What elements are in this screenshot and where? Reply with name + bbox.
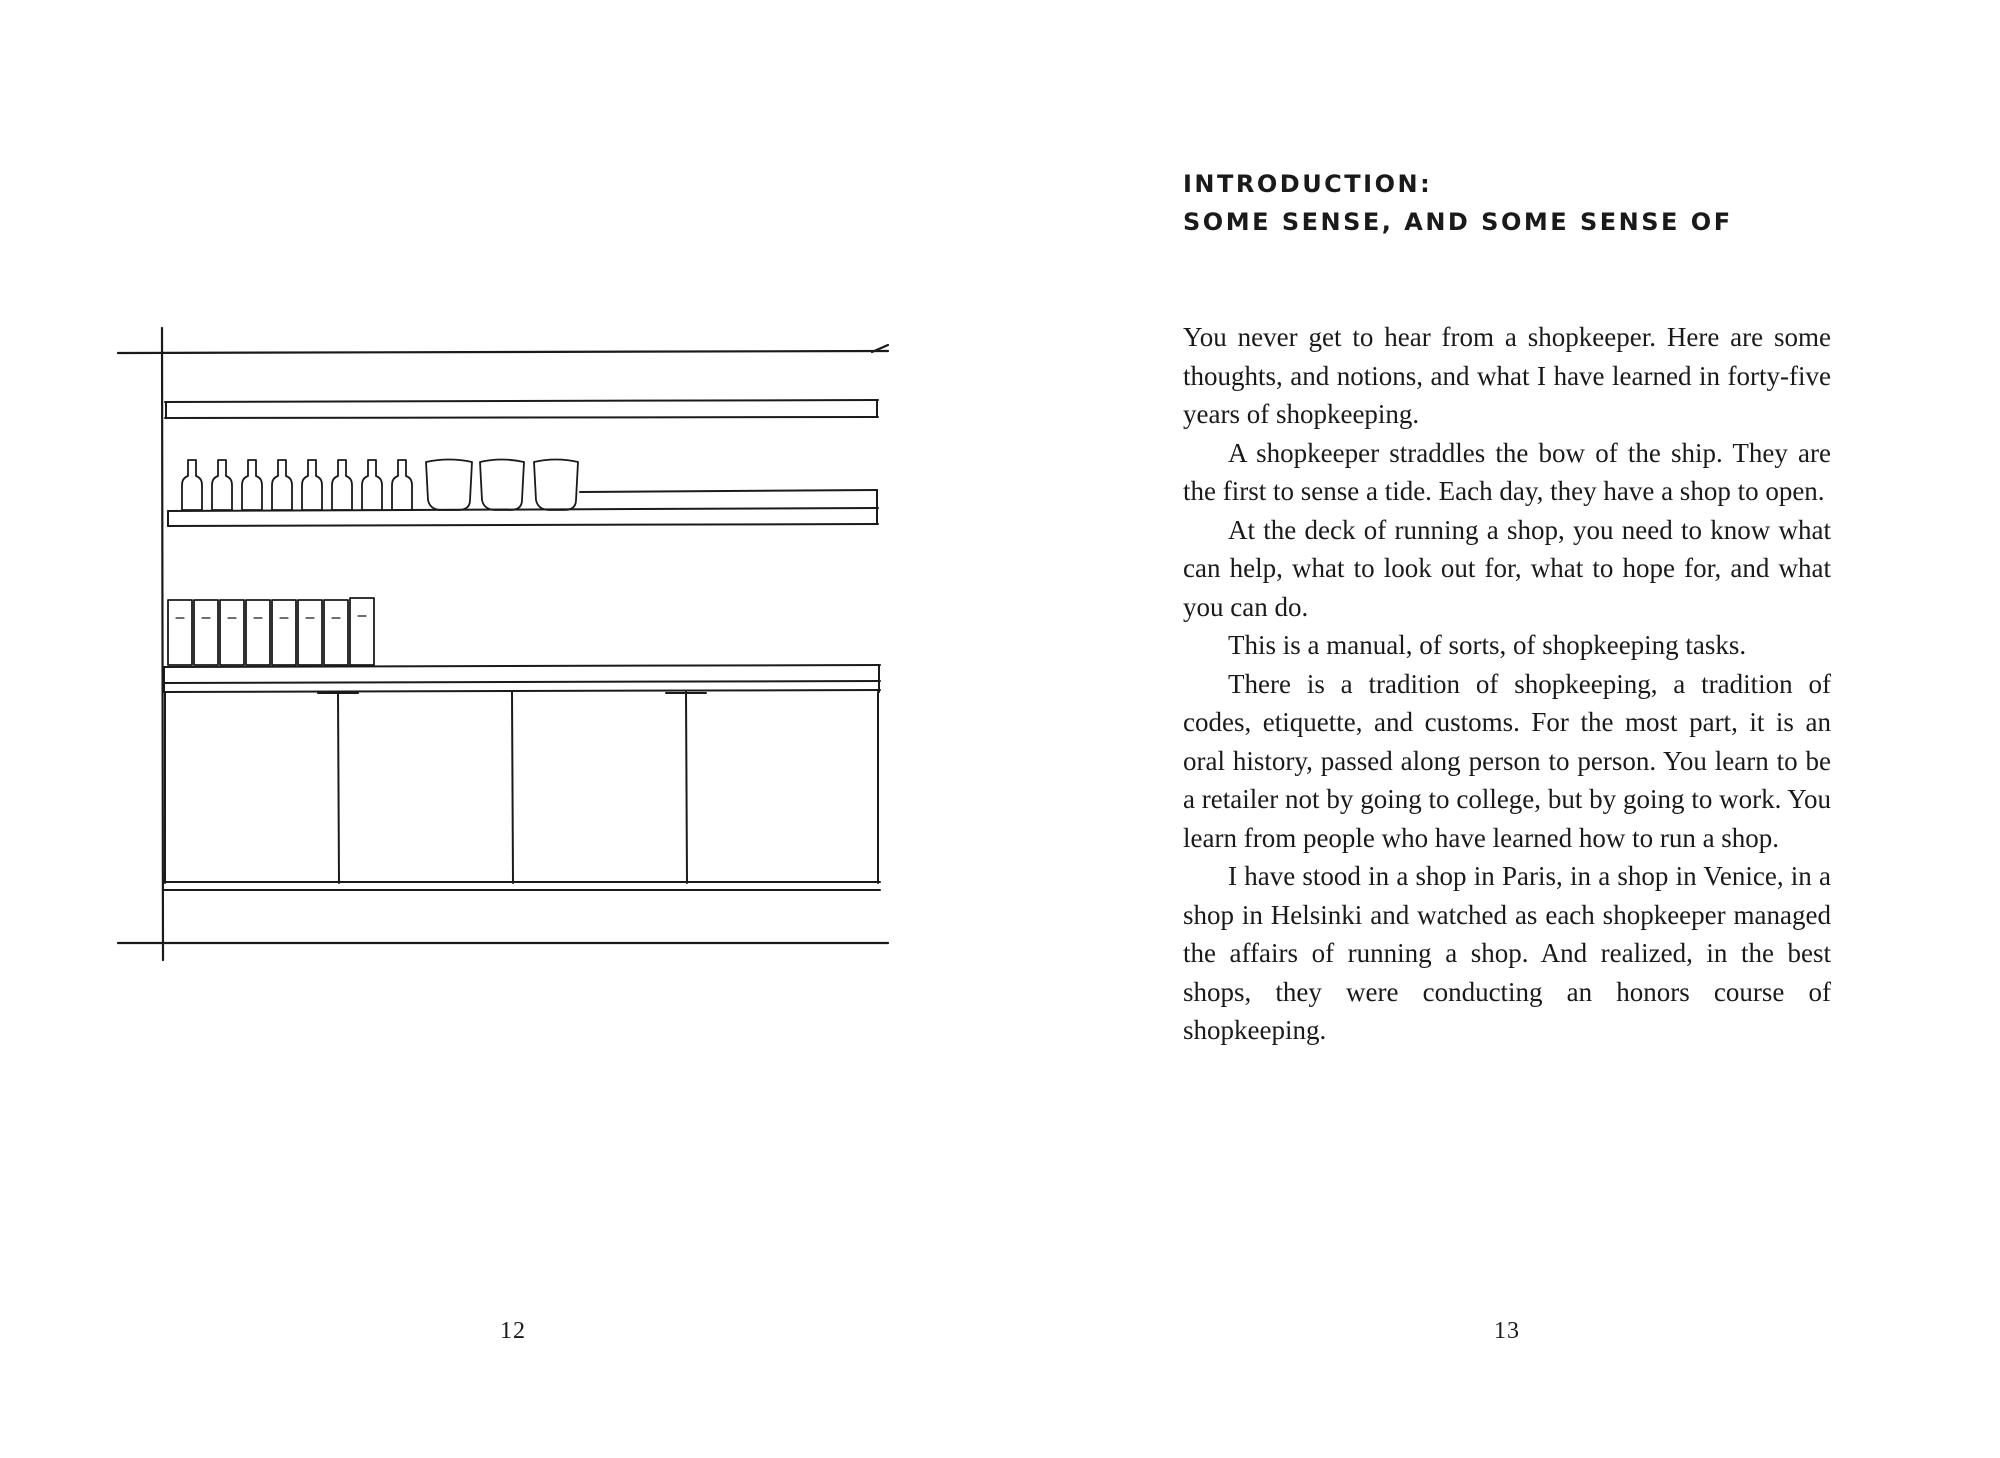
cabinet (164, 692, 880, 890)
chapter-heading-line-1: INTRODUCTION: (1183, 170, 1433, 198)
books (168, 598, 374, 665)
cups (426, 460, 578, 511)
chapter-heading-line-2: SOME SENSE, AND SOME SENSE OF (1183, 208, 1733, 236)
chapter-heading (1183, 165, 1903, 241)
paragraph: I have stood in a shop in Paris, in a shop in Venice, in a shop in Helsinki and watched as each shopkeeper managed the affairs of running a shop. And realized, in the best shops, they were conducting an honors course of shopkeeping. (1183, 861, 1831, 1045)
top-shelf (165, 400, 878, 418)
shop-shelves-illustration (110, 320, 900, 970)
paragraph: At the deck of running a shop, you need to know what can help, what to look out for, what to hope for, and what you can do. (1183, 514, 1831, 622)
right-page (1000, 0, 2000, 1458)
paragraph: You never get to hear from a shopkeeper. Here are some thoughts, and notions, and what I have learned in forty-five years of shopkeeping. (1183, 322, 1831, 429)
bottles (182, 460, 412, 510)
page-number-right: 13 (1494, 1318, 1520, 1344)
counter-top (164, 665, 880, 692)
paragraph: This is a manual, of sorts, of shopkeeping tasks. (1228, 630, 1747, 660)
page-number-left: 12 (500, 1318, 526, 1344)
paragraph: A shopkeeper straddles the bow of the ship. They are the first to sense a tide. Each day, they have a shop to open. (1183, 437, 1831, 506)
paragraph: There is a tradition of shopkeeping, a tradition of codes, etiquette, and customs. For the most part, it is an oral history, passed along person to person. You learn to be a retailer not by going to college, but by going to work. You learn from people who have learned how to run a shop. (1183, 668, 1831, 853)
body-text (1183, 318, 1831, 1050)
frame-lines (118, 328, 888, 960)
